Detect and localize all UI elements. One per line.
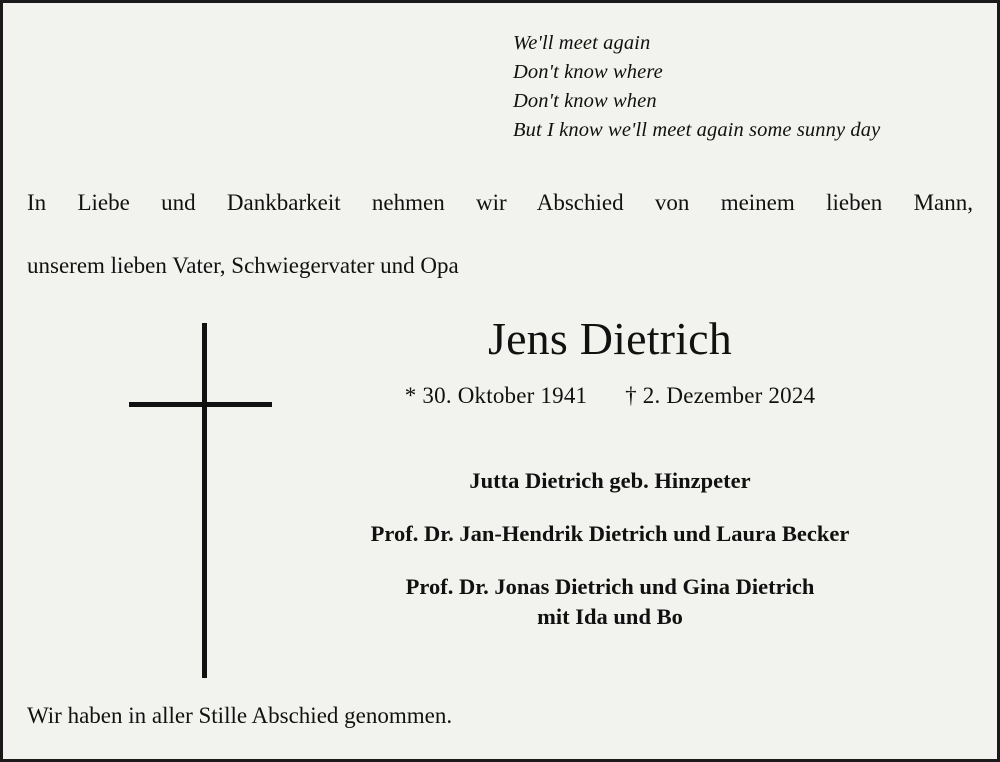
- cross-icon: [107, 323, 272, 678]
- footer-text: Wir haben in aller Stille Abschied genommen.: [27, 703, 453, 728]
- survivors-list: [277, 467, 943, 632]
- middle-block: [27, 312, 973, 685]
- survivor-row: [277, 573, 943, 631]
- notice-inner: [3, 3, 997, 759]
- survivor-names: Prof. Dr. Jonas Dietrich und Gina Dietrich: [405, 574, 815, 600]
- cross-vertical-bar: [202, 323, 207, 678]
- cross-horizontal-bar: [129, 402, 272, 407]
- poem-line-2: Don't know where: [513, 61, 663, 84]
- life-dates: [277, 383, 943, 409]
- intro-line-1: In Liebe und Dankbarkeit nehmen wir Abschied von meinem lieben Mann,: [27, 190, 973, 216]
- poem-line-4: But I know we'll meet again some sunny day: [513, 119, 881, 142]
- survivor-row: Prof. Dr. Jan-Hendrik Dietrich und Laura Becker: [370, 521, 850, 546]
- survivor-row: Jutta Dietrich geb. Hinzpeter: [469, 467, 751, 493]
- poem-block: [513, 29, 973, 145]
- poem-line-1: We'll meet again: [513, 32, 651, 54]
- death-date: † 2. Dezember 2024: [625, 382, 816, 408]
- intro-line-2: unserem lieben Vater, Schwiegervater und Opa: [27, 252, 459, 278]
- intro-paragraph: [27, 187, 973, 280]
- names-block: [277, 312, 973, 632]
- deceased-name: Jens Dietrich: [487, 312, 733, 364]
- birth-date: * 30. Oktober 1941: [404, 382, 588, 408]
- poem-line-3: Don't know when: [513, 90, 657, 113]
- survivor-children: mit Ida und Bo: [537, 604, 683, 630]
